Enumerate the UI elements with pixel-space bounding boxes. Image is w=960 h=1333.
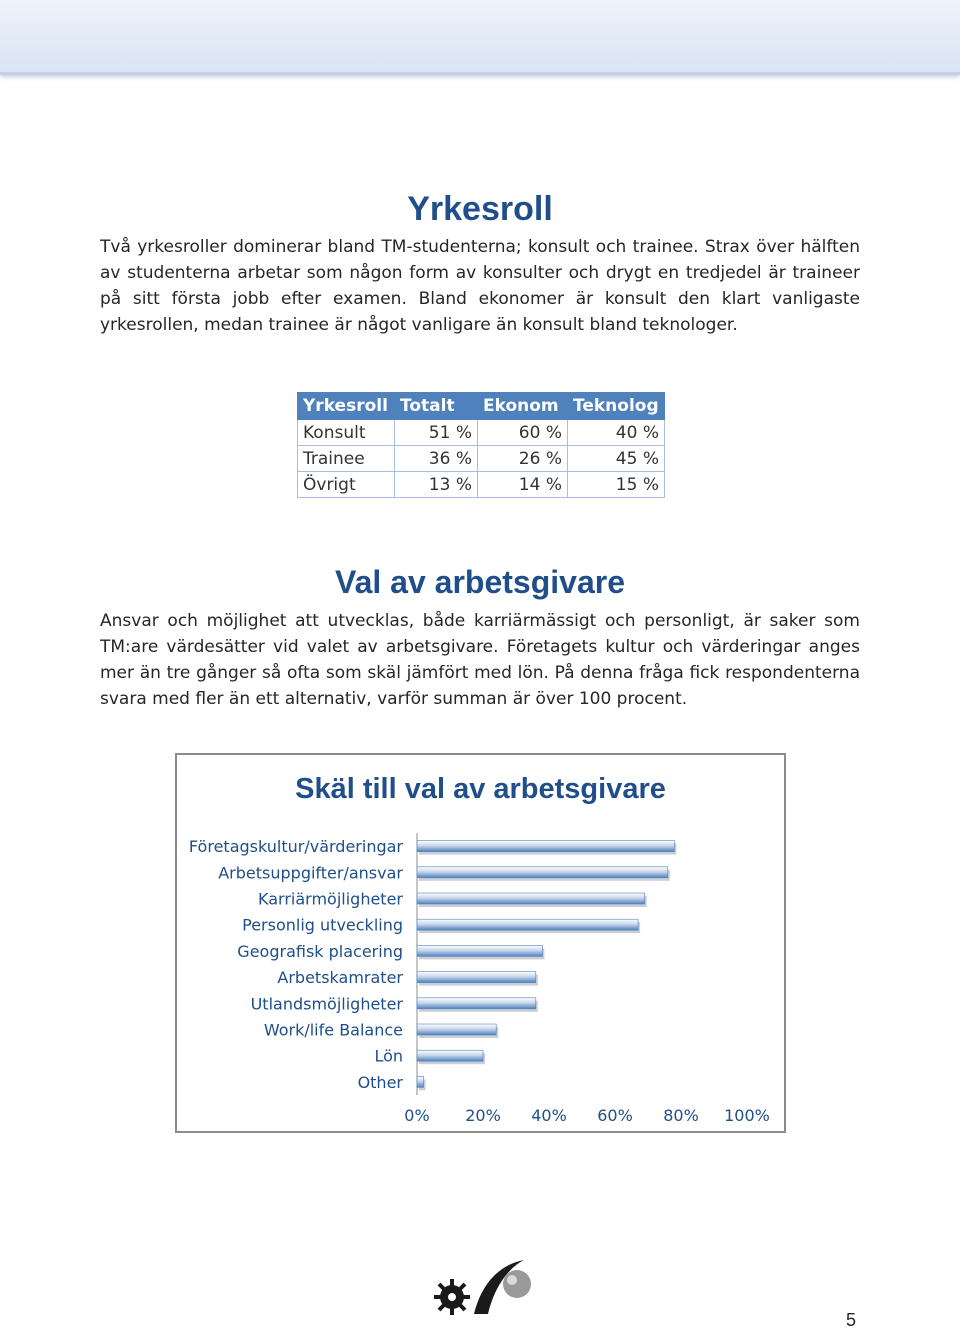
chart-plot bbox=[177, 755, 784, 1131]
x-tick-label: 20% bbox=[465, 1106, 501, 1125]
table-cell: 13 % bbox=[395, 472, 478, 498]
category-label: Work/life Balance bbox=[263, 1020, 403, 1040]
bar bbox=[417, 1024, 496, 1035]
table-header-row bbox=[298, 393, 665, 420]
bar bbox=[417, 841, 674, 852]
table-cell: 45 % bbox=[568, 446, 665, 472]
bar bbox=[417, 867, 668, 878]
table-cell: Övrigt bbox=[298, 472, 395, 498]
category-label: Arbetsuppgifter/ansvar bbox=[218, 863, 403, 883]
category-label: Arbetskamrater bbox=[277, 968, 403, 988]
section-title-val-av-arbetsgivare: Val av arbetsgivare bbox=[335, 564, 625, 600]
gear-swoosh-logo-icon bbox=[432, 1252, 542, 1327]
category-label: Lön bbox=[374, 1046, 403, 1066]
bar bbox=[417, 1076, 424, 1087]
bar bbox=[417, 1050, 483, 1061]
x-tick-label: 80% bbox=[663, 1106, 699, 1125]
yrkesroll-table bbox=[297, 392, 665, 498]
category-label: Utlandsmöjligheter bbox=[250, 994, 403, 1014]
category-label: Geografisk placering bbox=[237, 941, 403, 961]
table-row bbox=[298, 446, 665, 472]
category-label: Karriärmöjligheter bbox=[258, 889, 403, 909]
table-cell: Konsult bbox=[298, 420, 395, 446]
section-title-yrkesroll: Yrkesroll bbox=[407, 190, 553, 228]
table-cell: 36 % bbox=[395, 446, 478, 472]
table-cell: Trainee bbox=[298, 446, 395, 472]
category-label: Other bbox=[357, 1072, 403, 1092]
bar bbox=[417, 972, 536, 983]
table-row bbox=[298, 472, 665, 498]
page-number: 5 bbox=[846, 1310, 857, 1330]
table-header-cell: Yrkesroll bbox=[298, 393, 395, 420]
reasons-chart bbox=[175, 753, 786, 1133]
category-label: Personlig utveckling bbox=[242, 915, 403, 935]
x-tick-label: 0% bbox=[404, 1106, 430, 1125]
category-label: Företagskultur/värderingar bbox=[188, 837, 403, 857]
bar bbox=[417, 919, 638, 930]
table-header-cell: Teknolog bbox=[568, 393, 665, 420]
header-band bbox=[0, 0, 960, 75]
bar bbox=[417, 893, 645, 904]
table-row bbox=[298, 420, 665, 446]
arbetsgivare-paragraph: Ansvar och möjlighet att utvecklas, både karriärmässigt och personligt, är saker som TM:are värdesätter vid valet av arbetsgivare. Företagets kultur och värderingar anges mer än tre gånger så ofta som skäl jämfört med lön. På denna fråga fick respondenterna svara med fler än ett alternativ, varför summan är över 100 procent. bbox=[100, 611, 860, 709]
bar bbox=[417, 998, 536, 1009]
table-header-cell: Ekonom bbox=[478, 393, 568, 420]
x-tick-label: 40% bbox=[531, 1106, 567, 1125]
table-cell: 60 % bbox=[478, 420, 568, 446]
table-cell: 14 % bbox=[478, 472, 568, 498]
table-cell: 15 % bbox=[568, 472, 665, 498]
intro-paragraph: Två yrkesroller dominerar bland TM-studenterna; konsult och trainee. Strax över hälften av studenterna arbetar som någon form av konsulter och drygt en tredjedel är traineer på sitt första jobb efter examen. Bland ekonomer är konsult den klart vanligaste yrkesrollen, medan trainee är något vanligare än konsult bland teknologer. bbox=[100, 237, 860, 335]
table-cell: 26 % bbox=[478, 446, 568, 472]
table-cell: 40 % bbox=[568, 420, 665, 446]
x-tick-label: 60% bbox=[597, 1106, 633, 1125]
bar bbox=[417, 945, 542, 956]
table-header-cell: Totalt bbox=[395, 393, 478, 420]
table-cell: 51 % bbox=[395, 420, 478, 446]
x-tick-label: 100% bbox=[724, 1106, 770, 1125]
chart-title: Skäl till val av arbetsgivare bbox=[295, 773, 666, 805]
